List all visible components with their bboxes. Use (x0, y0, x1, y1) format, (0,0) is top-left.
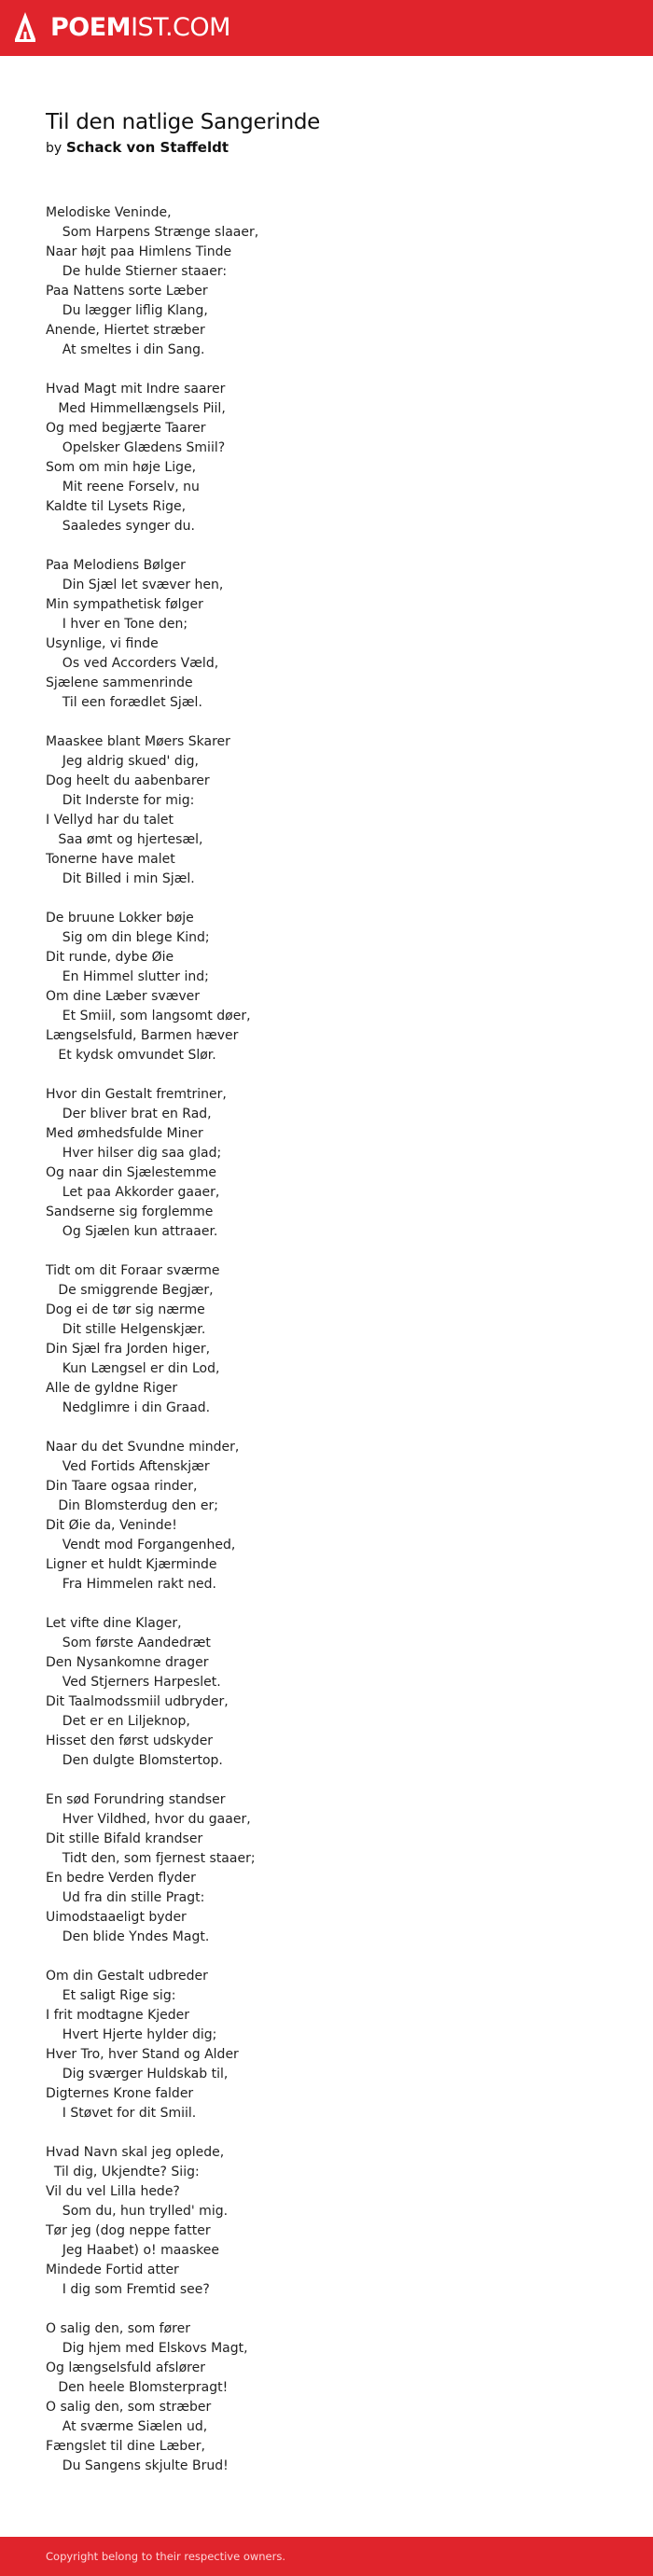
poem-line: Hver Tro, hver Stand og Alder (46, 2047, 239, 2062)
poem-line: Mit reene Forselv, nu (46, 480, 200, 494)
poem-line: Som om min høje Lige, (46, 460, 197, 475)
poem-line: O salig den, som stræber (46, 2400, 212, 2415)
poem-line: Med ømhedsfulde Miner (46, 1126, 203, 1141)
byline (46, 138, 615, 158)
poem-line: Vendt mod Forgangenhed, (46, 1538, 236, 1553)
poem-line: Hver hilser dig saa glad; (46, 1146, 222, 1161)
poem-stanza (46, 1790, 624, 1947)
poem-line: Dit runde, dybe Øie (46, 950, 174, 965)
poem-line: En Himmel slutter ind; (46, 969, 209, 984)
poem-line: Maaskee blant Møers Skarer (46, 734, 230, 749)
poem-line: Dit Øie da, Veninde! (46, 1518, 177, 1533)
poem-line: Dit stille Helgenskjær. (46, 1322, 206, 1337)
poem-line: Din Blomsterdug den er; (46, 1498, 218, 1513)
poem-line: Der bliver brat en Rad, (46, 1107, 212, 1121)
poem-line: En sød Forundring standser (46, 1792, 226, 1807)
poem-line: Mindede Fortid atter (46, 2263, 179, 2277)
poem-line: Et Smiil, som langsomt døer, (46, 1009, 251, 1023)
poem-line: Dig sværger Huldskab til, (46, 2067, 229, 2082)
poem-line: Tidt om dit Foraar sværme (46, 1263, 220, 1278)
poem-line: Og længselsfuld afslører (46, 2360, 205, 2375)
poem-line: Længselsfuld, Barmen hæver (46, 1028, 239, 1043)
poem-stanza (46, 1967, 624, 2123)
poem-line: O salig den, som fører (46, 2321, 190, 2336)
copyright-text: Copyright belong to their respective owners. (46, 2550, 286, 2563)
poem-line: Paa Nattens sorte Læber (46, 284, 208, 299)
poem-line: Jeg Haabet) o! maaskee (46, 2243, 220, 2258)
poem-line: Uimodstaaeligt byder (46, 1910, 187, 1925)
poem-title: Til den natlige Sangerinde (46, 110, 320, 134)
poem-line: Hvad Navn skal jeg oplede, (46, 2145, 225, 2160)
poem-line: Ligner et huldt Kjærminde (46, 1557, 217, 1572)
poem-line: I Vellyd har du talet (46, 813, 174, 828)
poem-stanza (46, 2143, 624, 2300)
poem-line: Du lægger liflig Klang, (46, 303, 208, 318)
poem-line: Dog ei de tør sig nærme (46, 1302, 205, 1317)
poem-line: I dig som Fremtid see? (46, 2282, 210, 2297)
poem-line: Den blide Yndes Magt. (46, 1929, 210, 1944)
poem-line: Hver Vildhed, hvor du gaaer, (46, 1812, 251, 1827)
poem-line: De bruune Lokker bøje (46, 911, 194, 926)
poem-line: Dig hjem med Elskovs Magt, (46, 2341, 248, 2356)
poem-line: Os ved Accorders Væld, (46, 656, 219, 671)
poem-line: Om dine Læber svæver (46, 989, 201, 1004)
poem-line: Ud fra din stille Pragt: (46, 1890, 205, 1905)
poem-line: Dog heelt du aabenbarer (46, 773, 210, 788)
poem-stanza (46, 1438, 624, 1594)
poem-line: I hver en Tone den; (46, 617, 188, 632)
poem-line: Hvor din Gestalt fremtriner, (46, 1087, 227, 1102)
poem-line: Opelsker Glædens Smiil? (46, 440, 226, 455)
poem-line: Som Harpens Strænge slaaer, (46, 225, 259, 240)
poem-line: Fra Himmelen rakt ned. (46, 1577, 216, 1592)
logo-bold-text: POEM (50, 13, 132, 42)
poem-line: Paa Melodiens Bølger (46, 558, 186, 573)
poem-stanza (46, 732, 624, 889)
poem-line: Usynlige, vi finde (46, 636, 159, 651)
site-logo-link[interactable] (50, 12, 230, 44)
poem-line: Den dulgte Blomstertop. (46, 1753, 223, 1768)
top-bar (0, 0, 653, 56)
poem-line: Den heele Blomsterpragt! (46, 2380, 229, 2395)
poem-line: Dit Billed i min Sjæl. (46, 871, 195, 886)
poem-line: Let vifte dine Klager, (46, 1616, 182, 1631)
poem-line: Og med begjærte Taarer (46, 421, 206, 436)
poem-line: Kaldte til Lysets Rige, (46, 499, 187, 514)
poem-line: Din Sjæl let svæver hen, (46, 578, 224, 592)
poem-body (46, 203, 624, 2496)
poem-line: Digternes Krone falder (46, 2086, 194, 2101)
poem-line: Det er en Liljeknop, (46, 1714, 190, 1729)
poem-line: Din Taare ogsaa rinder, (46, 1479, 198, 1494)
poem-line: Til dig, Ukjendte? Siig: (46, 2165, 200, 2179)
poem-stanza (46, 380, 624, 536)
poem-line: Alle de gyldne Riger (46, 1381, 178, 1396)
poem-line: Sjælene sammenrinde (46, 675, 193, 690)
poem-line: Saa ømt og hjertesæl, (46, 832, 203, 847)
poem-line: Sig om din blege Kind; (46, 930, 210, 945)
poem-line: Dit Inderste for mig: (46, 793, 195, 808)
poem-line: Din Sjæl fra Jorden higer, (46, 1342, 211, 1357)
pen-nib-icon[interactable] (13, 11, 37, 43)
poem-stanza (46, 909, 624, 1065)
poem-stanza (46, 203, 624, 360)
poem-stanza (46, 2319, 624, 2476)
poem-line: De smiggrende Begjær, (46, 1283, 214, 1298)
poem-line: Naar højt paa Himlens Tinde (46, 244, 232, 259)
poem-line: Melodiske Veninde, (46, 205, 172, 220)
poem-line: Ved Stjerners Harpeslet. (46, 1675, 221, 1690)
poem-line: Saaledes synger du. (46, 519, 195, 534)
author-link[interactable]: Schack von Staffeldt (65, 139, 229, 156)
poem-stanza (46, 1085, 624, 1242)
poem-line: Hvert Hjerte hylder dig; (46, 2027, 217, 2042)
poem-line: Som du, hun trylled' mig. (46, 2204, 229, 2219)
poem-line: Anende, Hiertet stræber (46, 323, 205, 338)
poem-line: Kun Længsel er din Lod, (46, 1361, 220, 1376)
poem-line: I Støvet for dit Smiil. (46, 2106, 197, 2121)
poem-line: Som første Aandedræt (46, 1636, 211, 1650)
poem-header (46, 108, 615, 158)
poem-line: Til een forædlet Sjæl. (46, 695, 202, 710)
poem-line: Jeg aldrig skued' dig, (46, 754, 199, 769)
poem-line: Tør jeg (dog neppe fatter (46, 2223, 211, 2238)
poem-line: En bedre Verden flyder (46, 1871, 196, 1886)
logo-rest-text: IST.COM (131, 13, 230, 42)
poem-line: Let paa Akkorder gaaer, (46, 1185, 220, 1200)
poem-line: Hvad Magt mit Indre saarer (46, 382, 226, 397)
poem-line: I frit modtagne Kjeder (46, 2008, 190, 2023)
poem-line: Nedglimre i din Graad. (46, 1400, 211, 1415)
poem-line: Tidt den, som fjernest staaer; (46, 1851, 256, 1866)
poem-line: Og naar din Sjælestemme (46, 1165, 217, 1180)
poem-line: Sandserne sig forglemme (46, 1204, 214, 1219)
poem-line: Dit stille Bifald krandser (46, 1831, 203, 1846)
poem-stanza (46, 1261, 624, 1418)
poem-line: Den Nysankomne drager (46, 1655, 209, 1670)
footer-bar (0, 2537, 653, 2576)
poem-stanza (46, 556, 624, 713)
poem-line: Naar du det Svundne minder, (46, 1440, 240, 1455)
poem-line: At sværme Siælen ud, (46, 2419, 208, 2434)
poem-line: Tonerne have malet (46, 852, 175, 867)
poem-line: Min sympathetisk følger (46, 597, 203, 612)
poem-line: Et saligt Rige sig: (46, 1988, 176, 2003)
poem-line: At smeltes i din Sang. (46, 342, 205, 357)
poem-stanza (46, 1614, 624, 1771)
poem-line: Hisset den først udskyder (46, 1734, 214, 1748)
poem-line: De hulde Stierner staaer: (46, 264, 228, 279)
poem-line: Ved Fortids Aftenskjær (46, 1459, 210, 1474)
poem-line: Et kydsk omvundet Slør. (46, 1048, 216, 1063)
poem-line: Fængslet til dine Læber, (46, 2439, 205, 2454)
poem-line: Om din Gestalt udbreder (46, 1969, 208, 1984)
poem-line: Dit Taalmodssmiil udbryder, (46, 1694, 229, 1709)
poem-line: Du Sangens skjulte Brud! (46, 2458, 229, 2473)
poem-line: Vil du vel Lilla hede? (46, 2184, 180, 2199)
poem-line: Og Sjælen kun attraaer. (46, 1224, 218, 1239)
poem-line: Med Himmellængsels Piil, (46, 401, 226, 416)
by-label: by (46, 141, 63, 156)
